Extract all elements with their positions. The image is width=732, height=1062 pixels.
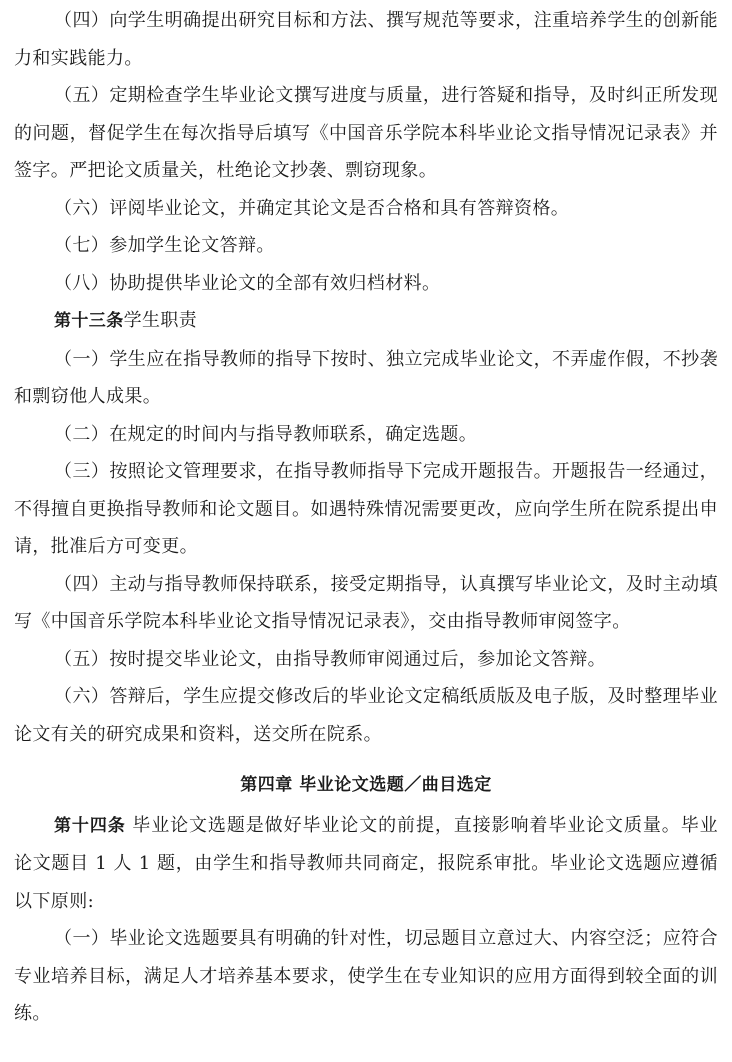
article-13-title: 学生职责 [123, 310, 198, 331]
paragraph: （五）定期检查学生毕业论文撰写进度与质量，进行答疑和指导，及时纠正所发现的问题，督促学生在每次指导后填写《中国音乐学院本科毕业论文指导情况记录表》并签字。严把论文质量关，杜绝论文抄袭、剽窃现象。 [14, 85, 718, 181]
article-14-number: 第十四条 [54, 815, 126, 836]
paragraph: （五）按时提交毕业论文，由指导教师审阅通过后，参加论文答辩。 [54, 648, 606, 670]
document-page [0, 2, 732, 1062]
article-13-number: 第十三条 [54, 311, 124, 331]
paragraph: （六）答辩后，学生应提交修改后的毕业论文定稿纸质版及电子版，及时整理毕业论文有关的研究成果和资料，送交所在院系。 [14, 686, 718, 745]
paragraph: （一）学生应在指导教师的指导下按时、独立完成毕业论文，不弄虚作假，不抄袭和剽窃他人成果。 [14, 348, 718, 407]
chapter-title: 第四章 毕业论文选题／曲目选定 [240, 775, 492, 795]
paragraph: （三）按照论文管理要求，在指导教师指导下完成开题报告。开题报告一经通过，不得擅自更换指导教师和论文题目。如遇特殊情况需要更改，应向学生所在院系提出申请，批准后方可变更。 [14, 461, 718, 557]
paragraph: （四）向学生明确提出研究目标和方法、撰写规范等要求，注重培养学生的创新能力和实践能力。 [14, 10, 718, 69]
article-14-paragraph [14, 807, 718, 921]
article-13-heading [14, 302, 718, 341]
paragraph: （六）评阅毕业论文，并确定其论文是否合格和具有答辩资格。 [54, 197, 570, 219]
paragraph: （一）毕业论文选题要具有明确的针对性，切忌题目立意过大、内容空泛；应符合专业培养目标，满足人才培养基本要求，使学生在专业知识的应用方面得到较全面的训练。 [14, 928, 718, 1024]
paragraph: （四）主动与指导教师保持联系，接受定期指导，认真撰写毕业论文，及时主动填写《中国音乐学院本科毕业论文指导情况记录表》，交由指导教师审阅签字。 [14, 573, 718, 632]
paragraph: （八）协助提供毕业论文的全部有效归档材料。 [54, 272, 441, 294]
article-14-text: 毕业论文选题是做好毕业论文的前提，直接影响着毕业论文质量。毕业论文题目 1 人 1 题，由学生和指导教师共同商定，报院系审批。毕业论文选题应遵循以下原则: [14, 814, 719, 912]
paragraph: （七）参加学生论文答辩。 [54, 235, 275, 256]
paragraph: （二）在规定的时间内与指导教师联系，确定选题。 [54, 423, 478, 445]
